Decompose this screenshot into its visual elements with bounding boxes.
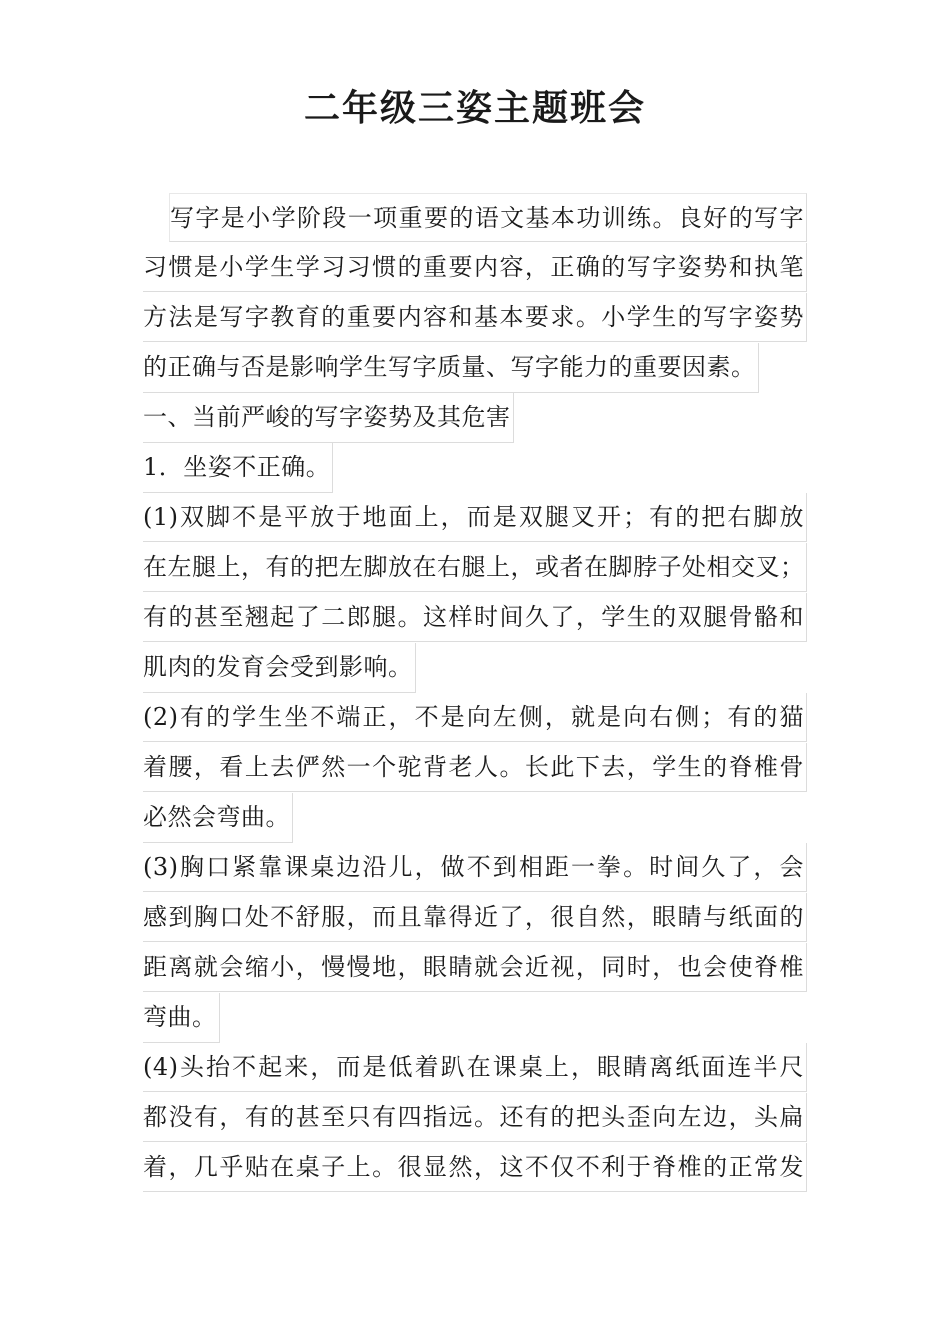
- section-heading: [143, 393, 807, 443]
- text-line-content: 着腰，看上去俨然一个驼背老人。长此下去，学生的脊椎骨: [143, 743, 807, 792]
- text-line: [143, 1143, 807, 1193]
- text-line-content: 着，几乎贴在桌子上。很显然，这不仅不利于脊椎的正常发: [143, 1143, 807, 1192]
- text-line: [143, 743, 807, 793]
- text-line: [143, 693, 807, 743]
- text-line-content: 距离就会缩小，慢慢地，眼睛就会近视，同时，也会使脊椎: [143, 943, 807, 992]
- text-line-content: (3)胸口紧靠课桌边沿儿，做不到相距一拳。时间久了，会: [143, 843, 807, 892]
- document-body: [143, 193, 807, 1193]
- text-line: [143, 943, 807, 993]
- text-line-content: 的正确与否是影响学生写字质量、写字能力的重要因素。: [143, 343, 759, 393]
- text-line: [143, 343, 807, 393]
- text-line: [143, 893, 807, 943]
- text-line: [143, 1093, 807, 1143]
- text-line-content: 有的甚至翘起了二郎腿。这样时间久了，学生的双腿骨骼和: [143, 593, 807, 642]
- text-line: [143, 843, 807, 893]
- text-line: [143, 993, 807, 1043]
- text-line-content: (4)头抬不起来，而是低着趴在课桌上，眼睛离纸面连半尺: [143, 1043, 807, 1092]
- text-line: [143, 543, 807, 593]
- subsection-heading: [143, 443, 807, 493]
- text-line-content: (1)双脚不是平放于地面上，而是双腿叉开；有的把右脚放: [143, 493, 807, 542]
- text-line-content: 感到胸口处不舒服，而且靠得近了，很自然，眼睛与纸面的: [143, 893, 807, 942]
- text-line-content: 写字是小学阶段一项重要的语文基本功训练。良好的写字: [169, 193, 807, 242]
- text-line: [143, 643, 807, 693]
- text-line-content: 必然会弯曲。: [143, 793, 293, 843]
- document-title: 二年级三姿主题班会: [303, 87, 646, 129]
- text-line: [143, 493, 807, 543]
- text-line-content: 弯曲。: [143, 993, 220, 1043]
- subsection-heading-text: 1．坐姿不正确。: [143, 443, 333, 493]
- text-line: [143, 193, 807, 243]
- text-line: [143, 1043, 807, 1093]
- section-heading-text: 一、当前严峻的写字姿势及其危害: [143, 393, 514, 443]
- text-line-content: 习惯是小学生学习习惯的重要内容，正确的写字姿势和执笔: [143, 243, 807, 292]
- text-line: [143, 293, 807, 343]
- text-line-content: 在左腿上，有的把左脚放在右腿上，或者在脚脖子处相交叉；: [143, 543, 807, 592]
- text-line-content: (2)有的学生坐不端正，不是向左侧，就是向右侧；有的猫: [143, 693, 807, 742]
- text-line-content: 肌肉的发育会受到影响。: [143, 643, 416, 693]
- text-line-content: 都没有，有的甚至只有四指远。还有的把头歪向左边，头扁: [143, 1093, 807, 1142]
- text-line: [143, 593, 807, 643]
- text-line: [143, 243, 807, 293]
- text-line-content: 方法是写字教育的重要内容和基本要求。小学生的写字姿势: [143, 293, 807, 342]
- text-line: [143, 793, 807, 843]
